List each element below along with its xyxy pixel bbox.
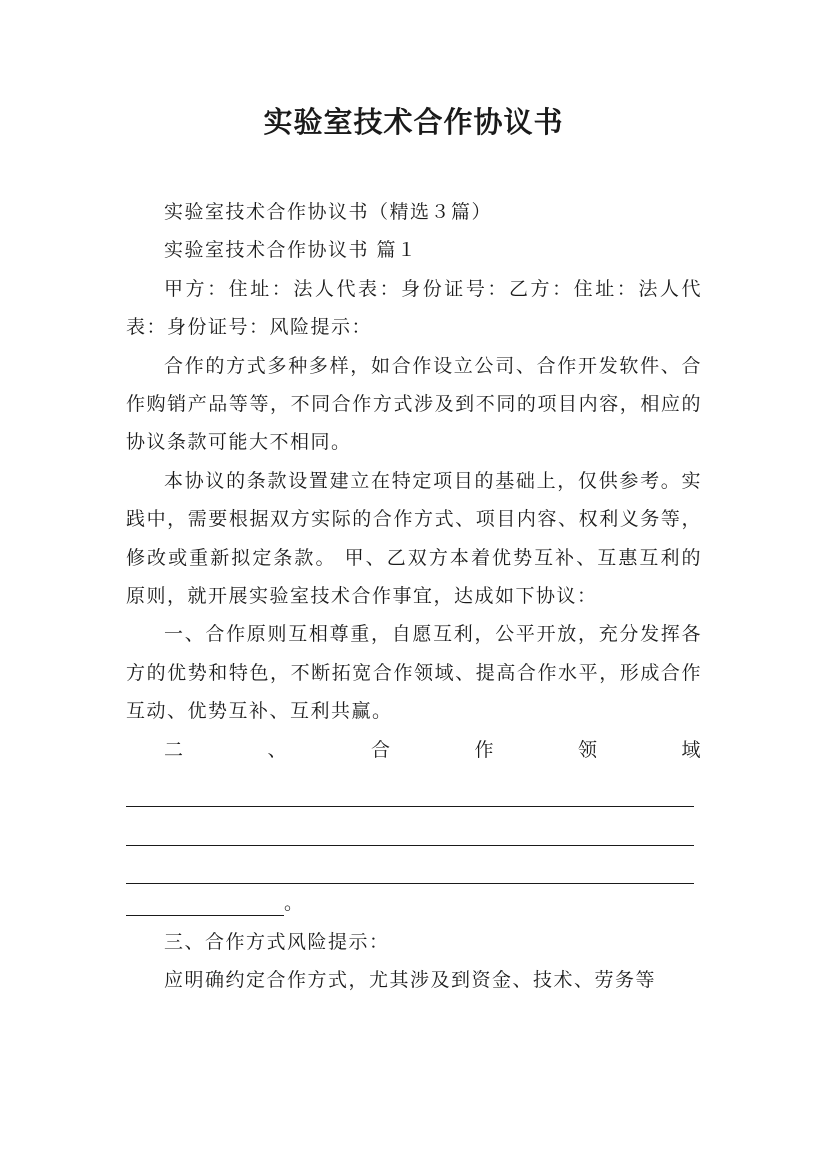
principles-paragraph: 一、合作原则互相尊重，自愿互利，公平开放，充分发挥各方的优势和特色，不断拓宽合作领域、提高合作水平，形成合作互动、优势互补、互利共赢。: [126, 623, 702, 723]
cooperation-mode-heading: 三、合作方式风险提示：: [164, 930, 390, 953]
fill-in-blank-line: [126, 769, 694, 807]
fill-in-blank-line: [126, 846, 694, 884]
cooperation-mode-paragraph: 应明确约定合作方式，尤其涉及到资金、技术、劳务等: [164, 969, 657, 992]
fill-in-blank-last-line: [126, 884, 702, 922]
cooperation-field-heading: 二、合作领域: [164, 738, 702, 761]
subtitle-paragraph: 实验室技术合作协议书（精选３篇）: [164, 201, 493, 223]
document-title: 实验室技术合作协议书: [263, 105, 564, 139]
cooperation-methods-paragraph: 合作的方式多种多样，如合作设立公司、合作开发软件、合作购销产品等等，不同合作方式涉及到不同的项目内容，相应的协议条款可能大不相同。: [126, 354, 702, 454]
blank-end-punctuation: 。: [284, 892, 304, 915]
reference-note-paragraph: 本协议的条款设置建立在特定项目的基础上，仅供参考。实践中，需要根据双方实际的合作方式、项目内容、权利义务等，修改或重新拟定条款。 甲、乙双方本着优势互补、互惠互利的原则，就开展实验室技术合作事宜，达成如下协议：: [126, 469, 702, 608]
document-body: [126, 193, 702, 999]
section-heading-paragraph: 实验室技术合作协议书 篇１: [164, 239, 418, 262]
fill-in-blank-line: [126, 807, 694, 845]
parties-paragraph: 甲方：住址：法人代表：身份证号：乙方：住址：法人代表：身份证号：风险提示：: [126, 277, 702, 339]
fill-in-blank-short: [126, 915, 284, 916]
